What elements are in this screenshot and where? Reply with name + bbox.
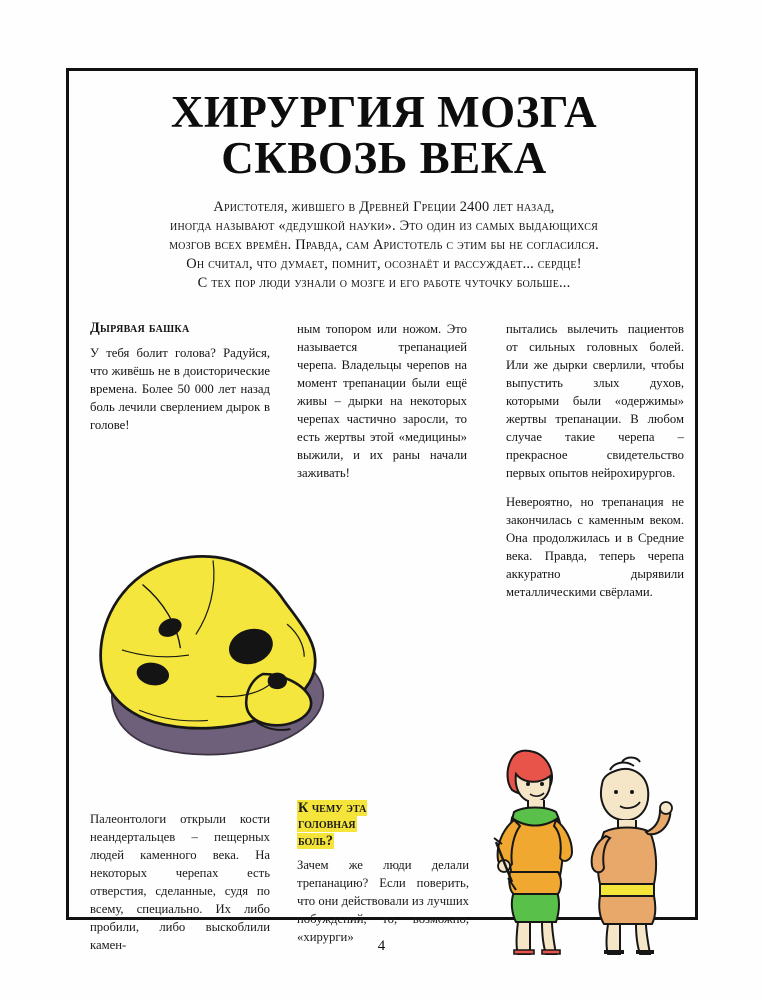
page-title-line-1: ХИРУРГИЯ МОЗГА xyxy=(170,87,598,137)
column-three xyxy=(506,320,684,612)
lower-middle-paragraph: Зачем же люди делали трепанацию? Если поверить, что они действовали из лучших побуждений, то, возможно, «хирурги» xyxy=(297,857,469,945)
intro-line-1: Аристотеля, жившего в Древней Греции 2400 лет назад, xyxy=(213,199,555,216)
figure-right xyxy=(592,758,672,955)
lower-middle-heading-line-3: боль? xyxy=(298,832,333,849)
lower-left-caption: Палеонтологи открыли кости неандертальцев – пещерных людей каменного века. На некоторых черепах есть отверстия, сделанные, судя по всему, специально. Их либо пробили, либо выскоблили камен- xyxy=(90,812,270,953)
two-figures-illustration xyxy=(490,742,690,957)
intro-line-5: С тех пор люди узнали о мозге и его работе чуточку больше... xyxy=(197,275,571,292)
page-number: 4 xyxy=(377,938,386,954)
page-title-line-2: СКВОЗЬ ВЕКА xyxy=(221,133,547,184)
lower-middle-heading xyxy=(297,800,469,849)
column-two-paragraph-1: ным топором или ножом. Это называется трепанацией черепа. Владельцы черепов на момент трепанации были ещё живы – дырки на некоторых черепах частично заросли, то есть жертвы этой «медицины» выжили, и их раны начали заживать! xyxy=(297,322,467,481)
column-three-paragraph-2: Невероятно, но трепанация не закончилась с каменным веком. Она продолжилась и в Средние века. Правда, теперь черепа аккуратно дырявили металлическими свёрлами. xyxy=(506,495,684,600)
column-three-paragraph-1: пытались вылечить пациентов от сильных головных болей. Или же дырки сверлили, чтобы выпустить злых духов, которыми были «одержимы» жертвы трепанации. В любом случае такие черепа – прекрасное свидетельство первых опытов нейрохирургов. xyxy=(506,322,684,481)
intro-line-2: иногда называют «дедушкой науки». Это один из самых выдающихся xyxy=(170,218,598,235)
intro-line-3: мозгов всех времён. Правда, сам Аристотель с этим бы не согласился. xyxy=(169,237,599,254)
lower-middle-heading-line-1: К чему эта xyxy=(298,800,367,816)
lower-middle-column xyxy=(297,800,469,946)
column-one-paragraph-1: У тебя болит голова? Радуйся, что живёшь не в доисторические времена. Более 50 000 лет назад боль лечили сверлением дырок в голове! xyxy=(90,345,270,432)
lower-middle-heading-line-2: головная xyxy=(298,816,356,833)
page-title xyxy=(84,82,684,184)
intro-paragraph xyxy=(114,198,654,293)
figures-svg xyxy=(490,742,690,957)
column-two xyxy=(297,320,467,493)
figure-left xyxy=(494,751,572,954)
intro-line-4: Он считал, что думает, помнит, осознаёт и рассуждает... сердце! xyxy=(186,256,582,273)
column-one-heading: Дырявая башка xyxy=(90,320,190,336)
column-one xyxy=(90,320,270,445)
